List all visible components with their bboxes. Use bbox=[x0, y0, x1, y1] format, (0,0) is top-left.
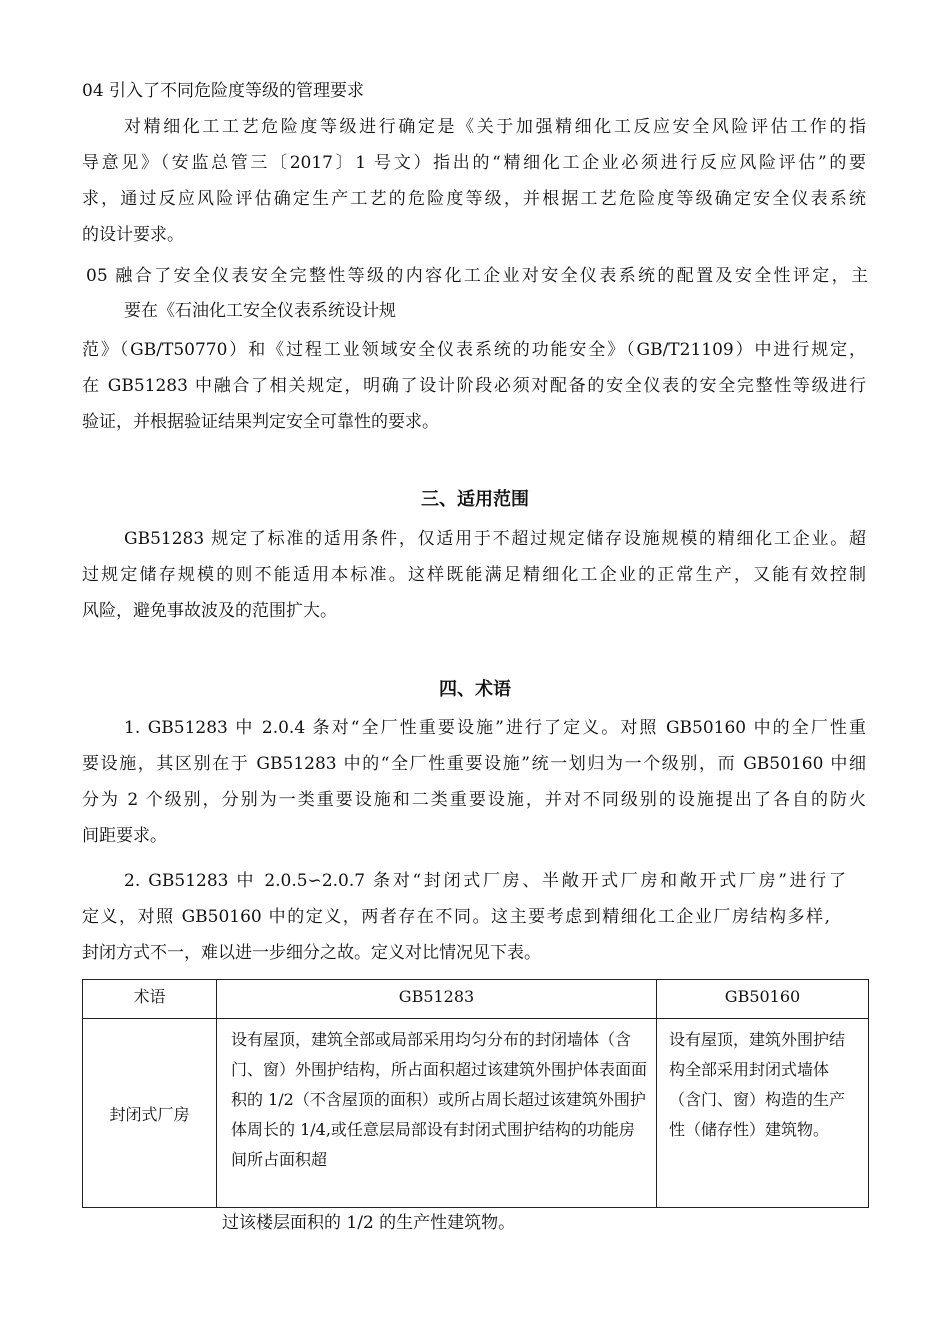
section-05-line-5: 验证，并根据验证结果判定安全可靠性的要求。 bbox=[82, 412, 439, 432]
table-row bbox=[83, 1019, 869, 1208]
gb51283-definition: 设有屋顶，建筑全部或局部采用均匀分布的封闭墙体（含门、窗）外围护结构，所占面积超过该建筑外围护体表面面积的 1/2（不含屋顶的面积）或所占周长超过该建筑外围护体周长的 1/4,或任意层局部设有封闭式围护结构的功能房间所占面积超 bbox=[217, 1019, 657, 1208]
item-2-line-1: 2. GB51283 中 2.0.5∽2.0.7 条对“封闭式厂房、半敞开式厂房和敞开式厂房”进行了 bbox=[124, 871, 846, 891]
section-05-line-2: 要在《石油化工安全仪表系统设计规 bbox=[124, 301, 396, 321]
item-1-line-3: 分为 2 个级别，分别为一类重要设施和二类重要设施，并对不同级别的设施提出了各自的防火 bbox=[82, 790, 866, 810]
term-cell: 封闭式厂房 bbox=[83, 1019, 217, 1208]
section-04-line-3: 求，通过反应风险评估确定生产工艺的危险度等级，并根据工艺危险度等级确定安全仪表系统 bbox=[82, 189, 866, 209]
item-1-line-4: 间距要求。 bbox=[82, 826, 167, 846]
header-gb51283: GB51283 bbox=[217, 980, 657, 1019]
section-05-line-3: 范》（GB/T50770）和《过程工业领域安全仪表系统的功能安全》（GB/T21109）中进行规定， bbox=[82, 340, 866, 360]
section-05-line-1: 05 融合了安全仪表安全完整性等级的内容化工企业对安全仪表系统的配置及安全性评定，主 bbox=[86, 266, 868, 286]
section-3-heading: 三、适用范围 bbox=[421, 489, 529, 510]
item-1-line-1: 1. GB51283 中 2.0.4 条对“全厂性重要设施”进行了定义。对照 GB50160 中的全厂性重 bbox=[124, 718, 866, 738]
section-3-line-2: 过规定储存规模的则不能适用本标准。这样既能满足精细化工企业的正常生产，又能有效控制 bbox=[82, 565, 866, 585]
gb50160-definition: 设有屋顶，建筑外围护结构全部采用封闭式墙体（含门、窗）构造的生产性（储存性）建筑物。 bbox=[657, 1019, 869, 1208]
item-2-line-3: 封闭方式不一，难以进一步细分之故。定义对比情况见下表。 bbox=[82, 943, 541, 963]
section-05-line-4: 在 GB51283 中融合了相关规定，明确了设计阶段必须对配备的安全仪表的安全完整性等级进行 bbox=[82, 376, 866, 396]
section-3-line-1: GB51283 规定了标准的适用条件，仅适用于不超过规定储存设施规模的精细化工企业。超 bbox=[124, 529, 866, 549]
header-term: 术语 bbox=[83, 980, 217, 1019]
item-2-line-2: 定义，对照 GB50160 中的定义，两者存在不同。这主要考虑到精细化工企业厂房结构多样, bbox=[82, 907, 830, 927]
header-gb50160: GB50160 bbox=[657, 980, 869, 1019]
section-4-heading: 四、术语 bbox=[439, 679, 511, 700]
item-1-line-2: 要设施，其区别在于 GB51283 中的“全厂性重要设施”统一划归为一个级别，而 GB50160 中细 bbox=[82, 754, 866, 774]
gb51283-definition-tail: 过该楼层面积的 1/2 的生产性建筑物。 bbox=[222, 1213, 516, 1233]
section-3-line-3: 风险，避免事故波及的范围扩大。 bbox=[82, 601, 337, 621]
section-04-line-1: 对精细化工工艺危险度等级进行确定是《关于加强精细化工反应安全风险评估工作的指 bbox=[124, 117, 866, 137]
section-04-line-4: 的设计要求。 bbox=[82, 225, 184, 245]
definition-comparison-table bbox=[82, 979, 869, 1208]
section-04-title: 04 引入了不同危险度等级的管理要求 bbox=[82, 81, 365, 101]
table-header-row bbox=[83, 980, 869, 1019]
section-04-line-2: 导意见》（安监总管三〔2017〕1 号文）指出的“精细化工企业必须进行反应风险评估”的要 bbox=[82, 153, 866, 173]
